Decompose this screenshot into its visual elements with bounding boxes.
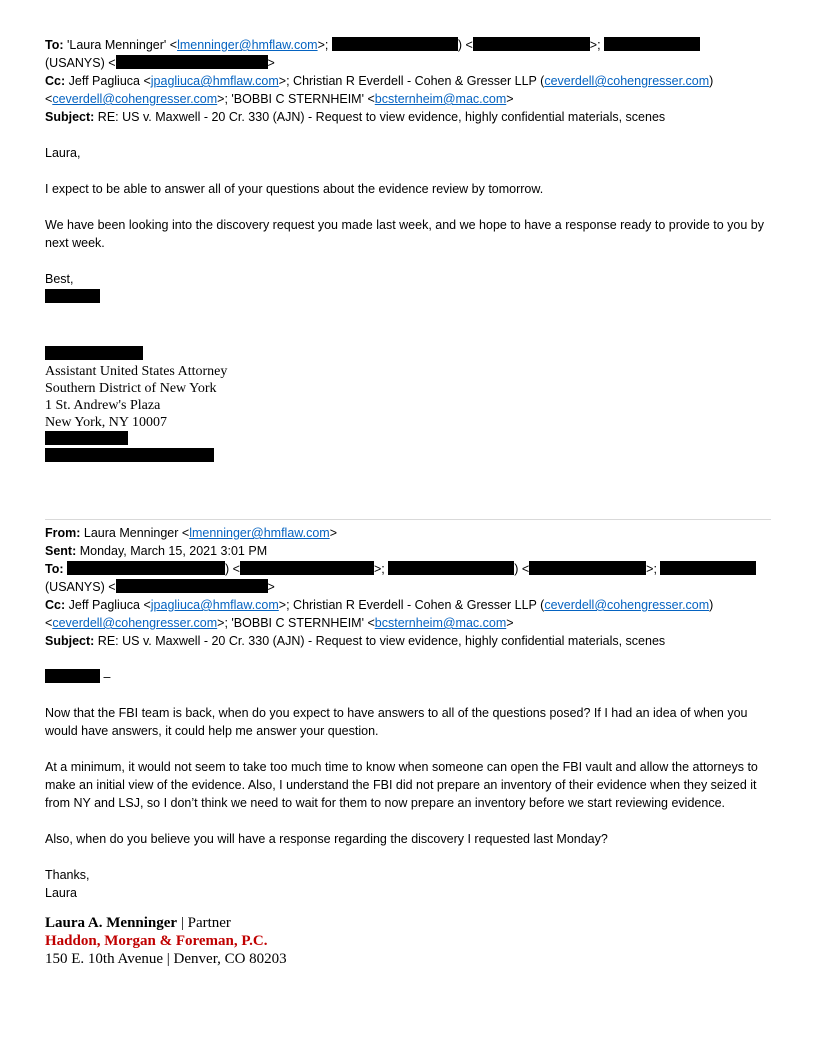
reply-cc-line	[45, 72, 771, 90]
to-sep: ) <	[514, 562, 530, 576]
menninger-signature	[45, 914, 771, 968]
to-label: To:	[45, 562, 64, 576]
cc-text: >; Christian R Everdell - Cohen & Gresser LLP (	[278, 598, 545, 612]
to-sep: >;	[373, 562, 385, 576]
orig-salutation	[45, 668, 771, 686]
reply-cc-line-2	[45, 90, 771, 108]
email-link[interactable]: bcsternheim@mac.com	[374, 616, 507, 630]
to-label: To:	[45, 38, 64, 52]
body-paragraph: Now that the FBI team is back, when do you expect to have answers to all of the questions posed? If I had an idea of when you would have answers, it could help me answer your question.	[45, 706, 748, 738]
cc-text: <	[45, 616, 53, 630]
to-sep: >;	[646, 562, 657, 576]
cc-label: Cc:	[45, 598, 66, 612]
from-sep: >	[329, 526, 338, 540]
redaction-box	[45, 289, 100, 303]
redaction-box	[116, 579, 268, 593]
subject-text: RE: US v. Maxwell - 20 Cr. 330 (AJN) - Request to view evidence, highly confidential materials, scenes	[97, 110, 666, 124]
cc-text: )	[709, 74, 714, 88]
subject-label: Subject:	[45, 634, 95, 648]
email-link[interactable]: lmenninger@hmflaw.com	[189, 526, 330, 540]
sent-date: Monday, March 15, 2021 3:01 PM	[79, 544, 268, 558]
body-paragraph: Also, when do you believe you will have a response regarding the discovery I requested last Monday?	[45, 832, 608, 846]
email-link[interactable]: ceverdell@cohengresser.com	[544, 74, 710, 88]
sig-office: Southern District of New York	[45, 381, 217, 396]
subject-text: RE: US v. Maxwell - 20 Cr. 330 (AJN) - Request to view evidence, highly confidential materials, scenes	[97, 634, 666, 648]
email-link[interactable]: jpagliuca@hmflaw.com	[150, 598, 279, 612]
body-paragraph: At a minimum, it would not seem to take too much time to know when someone can open the FBI vault and allow the attorneys to make an initial view of the evidence. Also, I understand the FBI did not prepare an inventory of their evidence when they seized it from NY and LSJ, so I don’t think we need to wait for them to now prepare an inventory before we start reviewing evidence.	[45, 760, 758, 810]
cc-label: Cc:	[45, 74, 66, 88]
closing: Thanks,	[45, 868, 90, 882]
redaction-box	[45, 448, 214, 462]
body-paragraph: I expect to be able to answer all of your questions about the evidence review by tomorrow.	[45, 182, 544, 196]
greeting: Laura,	[45, 146, 81, 160]
cc-text: >	[506, 616, 514, 630]
redaction-box	[388, 561, 514, 575]
salutation-dash: –	[103, 670, 111, 684]
sig-title: Assistant United States Attorney	[45, 364, 228, 379]
email-link[interactable]: ceverdell@cohengresser.com	[544, 598, 710, 612]
reply-to-line	[45, 36, 771, 54]
subject-label: Subject:	[45, 110, 95, 124]
email-link[interactable]: jpagliuca@hmflaw.com	[150, 74, 279, 88]
reply-to-line-2	[45, 54, 771, 72]
sig-address: 1 St. Andrew's Plaza	[45, 398, 161, 413]
redaction-box	[660, 561, 756, 575]
orig-to-line-2	[45, 578, 771, 596]
to-sep: >	[267, 56, 275, 70]
cc-text: >; Christian R Everdell - Cohen & Gresser LLP (	[278, 74, 545, 88]
to-sep: >;	[317, 38, 329, 52]
usanys-text: (USANYS) <	[45, 580, 116, 594]
redaction-box	[45, 669, 100, 683]
redaction-box	[332, 37, 458, 51]
redaction-box	[529, 561, 646, 575]
sig-name: Laura A. Menninger	[45, 915, 178, 931]
cc-text: Jeff Pagliuca <	[68, 598, 151, 612]
email-link[interactable]: bcsternheim@mac.com	[374, 92, 507, 106]
orig-from-line	[45, 524, 771, 542]
reply-subject-line	[45, 108, 771, 126]
aUSA-signature	[45, 363, 771, 465]
orig-cc-line-2	[45, 614, 771, 632]
cc-text: )	[709, 598, 714, 612]
redaction-box	[45, 431, 128, 445]
to-sep: ) <	[225, 562, 240, 576]
email-link[interactable]: ceverdell@cohengresser.com	[52, 92, 218, 106]
redaction-box	[473, 37, 590, 51]
cc-text: >; 'BOBBI C STERNHEIM' <	[217, 92, 375, 106]
to-sep: >;	[589, 38, 601, 52]
cc-text: >	[506, 92, 514, 106]
orig-subject-line	[45, 632, 771, 650]
sig-firm: Haddon, Morgan & Foreman, P.C.	[45, 933, 268, 949]
from-name: Laura Menninger <	[83, 526, 190, 540]
email-document	[45, 36, 771, 968]
usanys-text: (USANYS) <	[45, 56, 116, 70]
sender-name: Laura	[45, 886, 77, 900]
to-sep: >	[267, 580, 275, 594]
redaction-box	[45, 346, 143, 360]
closing: Best,	[45, 272, 74, 286]
cc-text: <	[45, 92, 53, 106]
redaction-box	[116, 55, 268, 69]
orig-cc-line	[45, 596, 771, 614]
sent-label: Sent:	[45, 544, 77, 558]
email-link[interactable]: ceverdell@cohengresser.com	[52, 616, 218, 630]
cc-text: Jeff Pagliuca <	[68, 74, 151, 88]
to-sep: ) <	[457, 38, 473, 52]
to-name: 'Laura Menninger' <	[67, 38, 178, 52]
redaction-box	[240, 561, 374, 575]
email-link[interactable]: lmenninger@hmflaw.com	[177, 38, 318, 52]
body-paragraph: We have been looking into the discovery request you made last week, and we hope to have a response ready to provide to you by next week.	[45, 218, 764, 250]
sig-title: | Partner	[177, 915, 231, 931]
orig-sent-line	[45, 542, 771, 560]
from-label: From:	[45, 526, 81, 540]
cc-text: >; 'BOBBI C STERNHEIM' <	[217, 616, 375, 630]
sig-address: 150 E. 10th Avenue | Denver, CO 80203	[45, 951, 287, 967]
redaction-box	[67, 561, 225, 575]
orig-to-line	[45, 560, 771, 578]
sig-city: New York, NY 10007	[45, 415, 167, 430]
redaction-box	[604, 37, 700, 51]
